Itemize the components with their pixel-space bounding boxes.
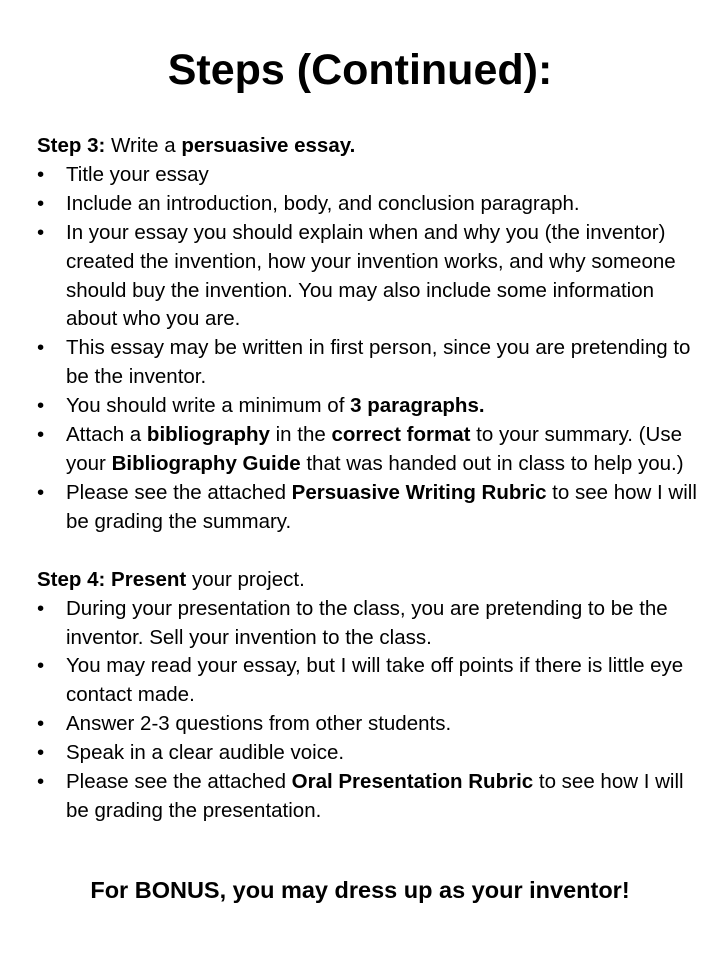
bullet-icon: • bbox=[37, 770, 45, 794]
step-4-label: Step 4: bbox=[37, 567, 106, 591]
list-item-text: In your essay you should explain when and why you (the inventor) created the invention, how your invention works, and why someone should buy the invention. You may also include some information about who you are. bbox=[66, 220, 676, 331]
step-3-list bbox=[37, 161, 707, 537]
bullet-icon: • bbox=[37, 596, 45, 620]
list-item bbox=[37, 479, 707, 537]
bullet-icon: • bbox=[37, 336, 45, 360]
bullet-icon: • bbox=[37, 423, 45, 447]
page-title: Steps (Continued): bbox=[167, 46, 553, 94]
bullet-icon: • bbox=[37, 654, 45, 678]
list-item bbox=[37, 334, 707, 392]
list-item bbox=[37, 421, 707, 479]
bullet-icon: • bbox=[37, 220, 45, 244]
list-item-emphasis: Oral Presentation Rubric bbox=[291, 770, 534, 794]
bullet-icon: • bbox=[37, 741, 45, 765]
list-item-text: that was handed out in class to help you.) bbox=[300, 451, 684, 475]
list-item-text: to see how I will be grading the presentation. bbox=[66, 770, 684, 822]
list-item-text: to see how I will be grading the summary. bbox=[66, 480, 697, 533]
list-item bbox=[37, 768, 707, 826]
bullet-icon: • bbox=[37, 191, 45, 215]
step-3-text: Write a bbox=[105, 134, 182, 157]
steps-content bbox=[37, 132, 707, 826]
list-item-text: Answer 2-3 questions from other students. bbox=[66, 712, 452, 736]
list-item-text: in the bbox=[269, 423, 332, 447]
list-item bbox=[37, 392, 707, 421]
bonus-note: For BONUS, you may dress up as your inventor! bbox=[90, 877, 630, 903]
list-item bbox=[37, 595, 707, 653]
list-item-emphasis: correct format bbox=[331, 423, 471, 447]
list-item-text: Title your essay bbox=[66, 162, 209, 186]
list-item-text: You may read your essay, but I will take off points if there is little eye contact made. bbox=[66, 654, 684, 707]
step-3-task: persuasive essay. bbox=[181, 134, 356, 157]
list-item-emphasis: Bibliography Guide bbox=[111, 451, 301, 475]
list-item-emphasis: 3 paragraphs. bbox=[350, 394, 485, 418]
step-4-text: your project. bbox=[186, 567, 305, 591]
list-item bbox=[37, 219, 707, 335]
step-4-list bbox=[37, 595, 707, 826]
list-item bbox=[37, 739, 707, 768]
bullet-icon: • bbox=[37, 480, 45, 504]
spacer bbox=[37, 537, 707, 566]
list-item-text: This essay may be written in first person, since you are pretending to be the inventor. bbox=[66, 336, 691, 389]
list-item-text: You should write a minimum of bbox=[66, 394, 351, 418]
step-4-task: Present bbox=[105, 567, 187, 591]
list-item-text: Include an introduction, body, and conclusion paragraph. bbox=[66, 191, 580, 215]
step-3-label: Step 3: bbox=[37, 134, 106, 157]
list-item-text: During your presentation to the class, you are pretending to be the inventor. Sell your invention to the class. bbox=[66, 596, 668, 649]
list-item-text: Please see the attached bbox=[66, 770, 292, 794]
list-item-emphasis: bibliography bbox=[146, 423, 270, 447]
list-item-text: to your summary. (Use your bbox=[66, 423, 682, 475]
bullet-icon: • bbox=[37, 712, 45, 736]
list-item-text: Please see the attached bbox=[66, 480, 292, 504]
list-item bbox=[37, 190, 707, 219]
step-3-heading bbox=[37, 132, 707, 161]
list-item-text: Speak in a clear audible voice. bbox=[66, 741, 345, 765]
list-item-emphasis: Persuasive Writing Rubric bbox=[291, 480, 547, 504]
list-item bbox=[37, 710, 707, 739]
list-item bbox=[37, 652, 707, 710]
step-4-heading bbox=[37, 566, 707, 595]
bullet-icon: • bbox=[37, 394, 45, 418]
list-item-text: Attach a bbox=[66, 423, 147, 447]
bullet-icon: • bbox=[37, 162, 45, 186]
list-item bbox=[37, 161, 707, 190]
